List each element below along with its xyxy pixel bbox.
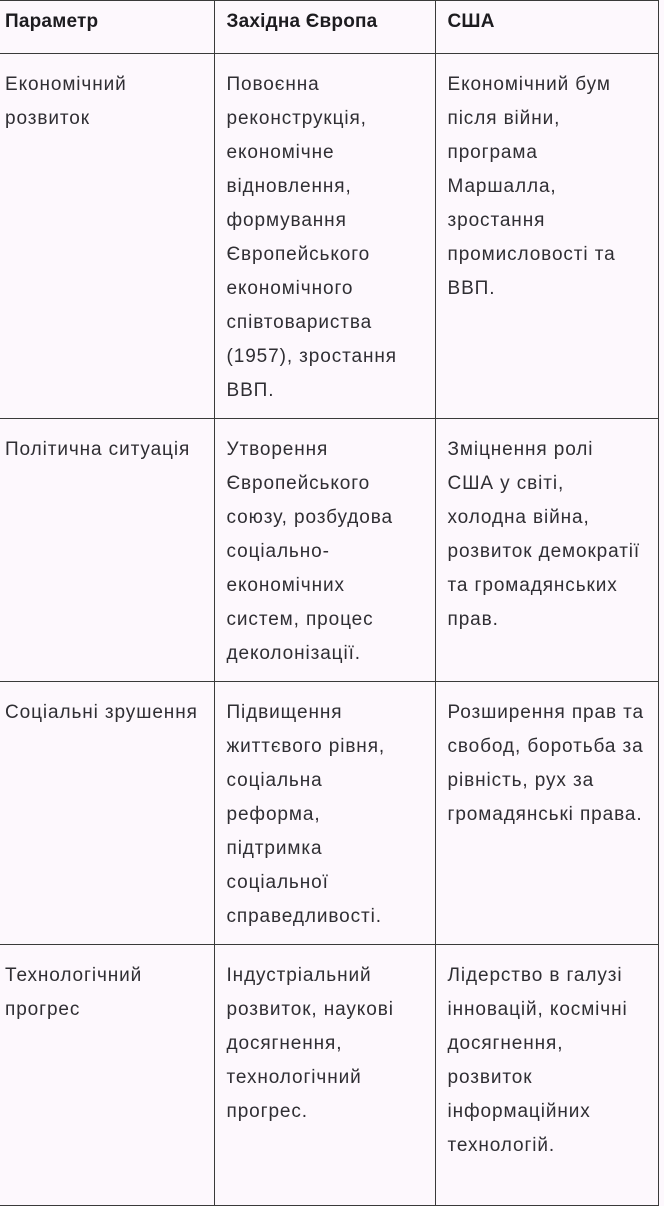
cell-usa: Зміцнення ролі США у світі, холодна війна, розвиток демократії та громадянських прав. <box>435 419 658 682</box>
cell-western-europe: Утворення Європейського союзу, розбудова соціально-економічних систем, процес деколонізації. <box>214 419 435 682</box>
table-body <box>0 54 658 1206</box>
table-row <box>0 945 658 1206</box>
cell-parameter: Технологічний прогрес <box>0 945 214 1206</box>
cell-western-europe: Повоєнна реконструкція, економічне відновлення, формування Європейського економічного співтовариства (1957), зростання ВВП. <box>214 54 435 419</box>
cell-western-europe: Підвищення життєвого рівня, соціальна реформа, підтримка соціальної справедливості. <box>214 682 435 945</box>
header-row <box>0 1 658 54</box>
header-usa: США <box>435 1 658 54</box>
cell-parameter: Політична ситуація <box>0 419 214 682</box>
cell-parameter: Економічний розвиток <box>0 54 214 419</box>
header-western-europe: Західна Європа <box>214 1 435 54</box>
cell-usa: Економічний бум після війни, програма Маршалла, зростання промисловості та ВВП. <box>435 54 658 419</box>
table-header <box>0 1 658 54</box>
header-parameter: Параметр <box>0 1 214 54</box>
cell-usa: Розширення прав та свобод, боротьба за рівність, рух за громадянські права. <box>435 682 658 945</box>
cell-usa: Лідерство в галузі інновацій, космічні досягнення, розвиток інформаційних технологій. <box>435 945 658 1206</box>
cell-parameter: Соціальні зрушення <box>0 682 214 945</box>
table-row <box>0 54 658 419</box>
table-row <box>0 682 658 945</box>
cell-western-europe: Індустріальний розвиток, наукові досягнення, технологічний прогрес. <box>214 945 435 1206</box>
table-row <box>0 419 658 682</box>
